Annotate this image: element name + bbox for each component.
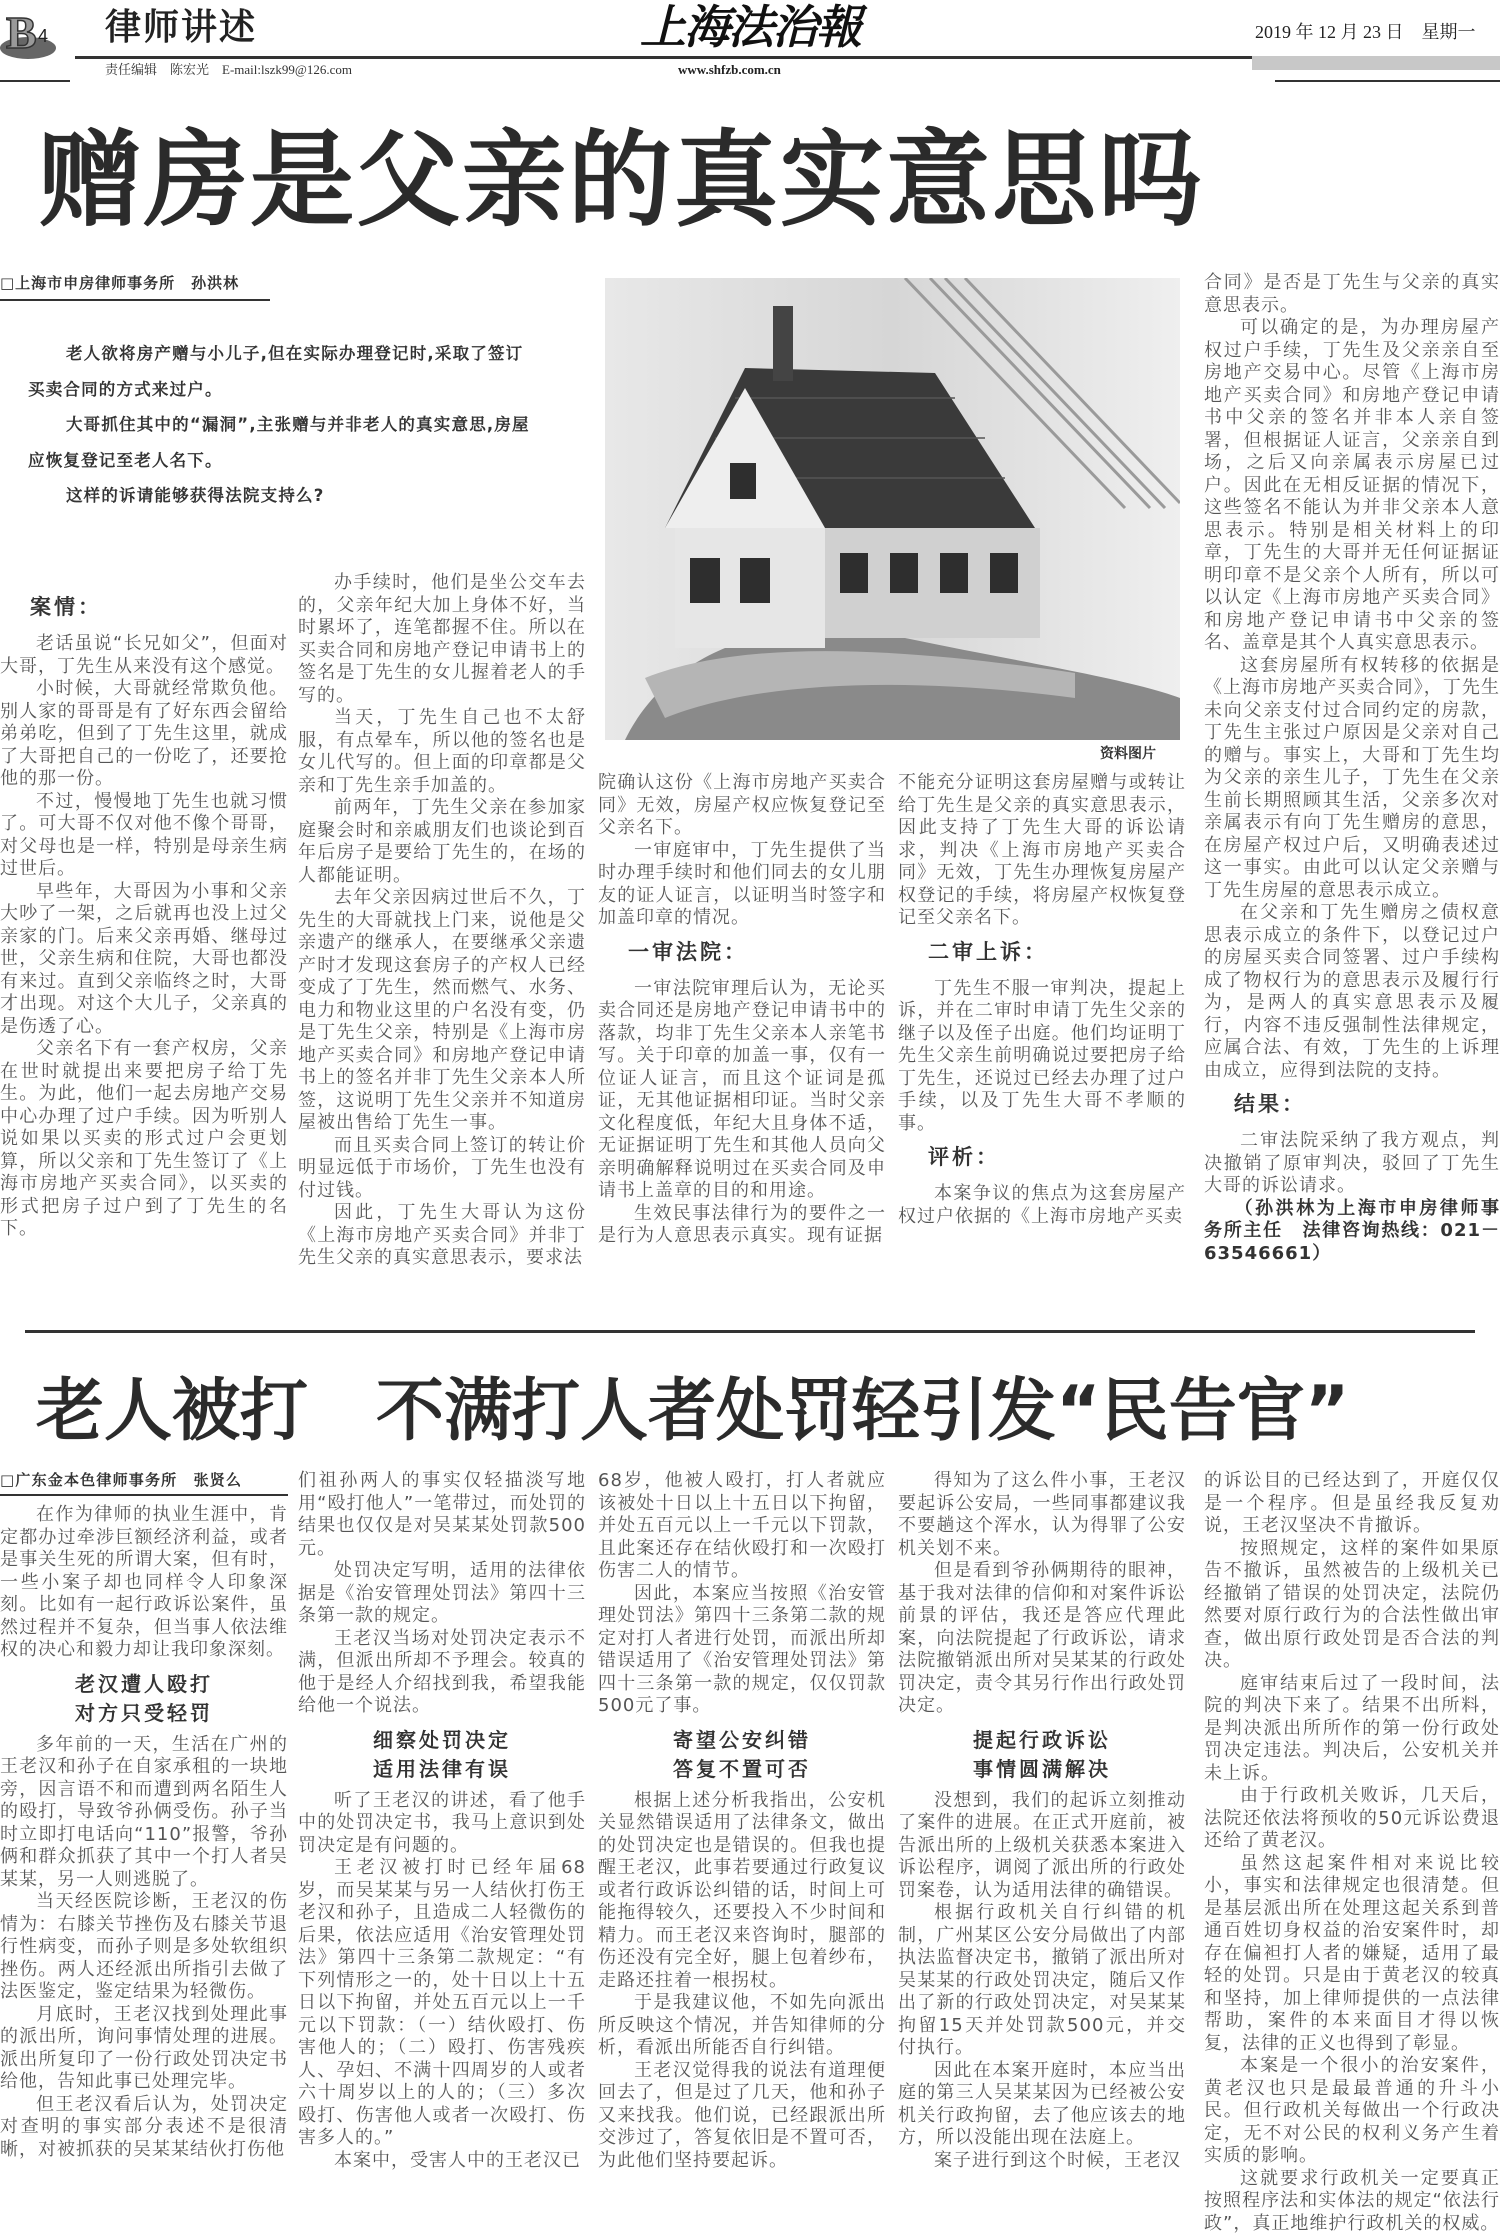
article2-byline: □广东金本色律师事务所 张贤么 [0, 1470, 288, 1496]
issue-date: 2019 年 12 月 23 日 星期一 [1255, 20, 1476, 44]
page-badge [0, 6, 62, 58]
editor-credit: 责任编辑 陈宏光 E-mail:lszk99@126.com [105, 62, 352, 78]
paragraph: 庭审结束后过了一段时间，法院的判决下来了。结果不出所料，是判决派出所所作的第一份行政处罚决定违法。判决后，公安机关并未上诉。 [1204, 1673, 1500, 1786]
article-divider [25, 1330, 1475, 1333]
paragraph: 王老汉被打时已经年届68岁，而吴某某与另一人结伙打伤王老汉和孙子，且造成二人轻微伤的后果，依法应适用《治安管理处罚法》第四十三条第二款规定：“有下列情形之一的，处十日以上十五日以下拘留，并处五百元以上一千元以下罚款：（一）结伙殴打、伤害他人的；（二）殴打、伤害残疾人、孕妇、不满十四周岁的人或者六十周岁以上的人的；（三）多次殴打、伤害他人或者一次殴打、伤害多人的。” [298, 1857, 586, 2150]
paragraph: 一审庭审中，丁先生提供了当时办理手续时和他们同去的女儿朋友的证人证言，以证明当时签字和加盖印章的情况。 [598, 840, 886, 930]
paragraph: 因此在本案开庭时，本应当出庭的第三人吴某某因为已经被公安机关行政拘留，去了他应该去的地方，所以没能出现在法庭上。 [898, 2060, 1186, 2150]
article2-column-5 [1204, 1470, 1500, 2235]
article1-byline: □上海市申房律师事务所 孙洪林 [0, 273, 270, 301]
paragraph: 本案是一个很小的治安案件，黄老汉也只是最最普通的升斗小民。但行政机关每做出一个行政决定，无不对公民的权利义务产生着实质的影响。 [1204, 2055, 1500, 2168]
paragraph: 去年父亲因病过世后不久，丁先生的大哥就找上门来，说他是父亲遗产的继承人，在要继承父亲遗产时才发现这套房子的产权人已经变成了丁先生，然而燃气、水务、电力和物业这里的户名没有变，仍是丁先生父亲，特别是《上海市房地产买卖合同》和房地产登记申请书上的签名并非丁先生父亲本人所签，这说明丁先生父亲并不知道房屋被出售给丁先生一事。 [298, 887, 586, 1135]
section-heading: 结果： [1234, 1090, 1500, 1118]
website-url[interactable]: www.shfzb.com.cn [678, 62, 781, 78]
section-title: 律师讲述 [105, 6, 257, 50]
page-badge-number: 4 [38, 26, 48, 46]
paragraph: 由于行政机关败诉，几天后，法院还依法将预收的50元诉讼费退还给了黄老汉。 [1204, 1785, 1500, 1853]
paragraph: 可以确定的是，为办理房屋产权过户手续，丁先生及父亲亲自至房地产交易中心。尽管《上海市房地产买卖合同》和房地产登记申请书中父亲的签名并非本人亲自签署，但根据证人证言，父亲亲自到场，之后又向亲属表示房屋已过户。因此在无相反证据的情况下，这些签名不能认为并非父亲本人意思表示。特别是相关材料上的印章，丁先生的大哥并无任何证据证明印章不是父亲个人所有，所以可以认定《上海市房地产买卖合同》和房地产登记申请书中父亲的签名、盖章是其个人真实意思表示。 [1204, 317, 1500, 655]
paragraph: 于是我建议他，不如先向派出所反映这个情况，并告知律师的分析，看派出所能否自行纠错。 [598, 1992, 886, 2060]
lede-line: 买卖合同的方式来过户。 [28, 372, 568, 408]
paragraph: 但是看到爷孙俩期待的眼神，基于我对法律的信仰和对案件诉讼前景的评估，我还是答应代理此案，向法院提起了行政诉讼，请求法院撤销派出所对吴某某的行政处罚决定，责令其另行作出行政处罚决定。 [898, 1560, 1186, 1718]
header-rule-left [0, 80, 70, 82]
paragraph: 按照规定，这样的案件如果原告不撤诉，虽然被告的上级机关已经撤销了错误的处罚决定，法院仍然要对原行政行为的合法性做出审查，做出原行政处罚是否合法的判决。 [1204, 1538, 1500, 1673]
lede-line: 老人欲将房产赠与小儿子,但在实际办理登记时,采取了签订 [28, 336, 568, 372]
lede-line: 应恢复登记至老人名下。 [28, 443, 568, 479]
section-heading: 案情： [30, 593, 288, 621]
house-illustration-icon [605, 278, 1180, 740]
article2-column-3 [598, 1470, 886, 2172]
paragraph: 丁先生不服一审判决，提起上诉，并在二审时申请丁先生父亲的继子以及侄子出庭。他们均证明丁先生父亲生前明确说过要把房子给丁先生，还说过已经去办理了过户手续，以及丁先生大哥不孝顺的事。 [898, 978, 1186, 1136]
article1-column-5 [1204, 272, 1500, 1265]
page-badge-letter: B [6, 7, 37, 58]
paragraph: 听了王老汉的讲述，看了他手中的处罚决定书，我马上意识到处罚决定是有问题的。 [298, 1790, 586, 1858]
paragraph: 因此，本案应当按照《治安管理处罚法》第四十三条第二款的规定对打人者进行处罚，而派出所却错误适用了《治安管理处罚法》第四十三条第一款的规定，仅仅罚款500元了事。 [598, 1583, 886, 1718]
paragraph: 本案争议的焦点为这套房屋产权过户依据的《上海市房地产买卖 [898, 1183, 1186, 1228]
paragraph: 合同》是否是丁先生与父亲的真实意思表示。 [1204, 272, 1500, 317]
paragraph: 没想到，我们的起诉立刻推动了案件的进展。在正式开庭前，被告派出所的上级机关获悉本案进入诉讼程序，调阅了派出所的行政处罚案卷，认为适用法律的确错误。 [898, 1790, 1186, 1903]
article1-column-4 [898, 772, 1186, 1228]
paragraph: 办手续时，他们是坐公交车去的，父亲年纪大加上身体不好，当时累坏了，连笔都握不住。所以在买卖合同和房地产登记申请书上的签名是丁先生的女儿握着老人的手写的。 [298, 572, 586, 707]
author-bio: （孙洪林为上海市申房律师事务所主任 法律咨询热线：021－63546661） [1204, 1198, 1500, 1266]
photo-caption: 资料图片 [1100, 745, 1156, 763]
paragraph: 68岁，他被人殴打，打人者就应该被处十日以上十五日以下拘留，并处五百元以上一千元以下罚款，且此案还存在结伙殴打和一次殴打伤害二人的情节。 [598, 1470, 886, 1583]
article1-column-2 [298, 572, 586, 1270]
subheading-line: 细察处罚决定 [298, 1726, 586, 1755]
paragraph: 得知为了这么件小事，王老汉要起诉公安局，一些同事都建议我不要趟这个浑水，认为得罪了公安机关划不来。 [898, 1470, 1186, 1560]
article2-column-4 [898, 1470, 1186, 2172]
paragraph: 一审法院审理后认为，无论买卖合同还是房地产登记申请书中的落款，均非丁先生父亲本人亲笔书写。关于印章的加盖一事，仅有一位证人证言，而且这个证词是孤证，无其他证据相印证。当时父亲文化程度低，年纪大且身体不适，无证据证明丁先生和其他人员向父亲明确解释说明过在买卖合同及申请书上盖章的目的和用途。 [598, 978, 886, 1203]
paragraph: 在作为律师的执业生涯中，肯定都办过牵涉巨额经济利益，或者是事关生死的所谓大案，但有时，一些小案子却也同样令人印象深刻。比如有一起行政诉讼案件，虽然过程并不复杂，但当事人依法维权的决心和毅力却让我印象深刻。 [0, 1504, 288, 1662]
paragraph: 早些年，大哥因为小事和父亲大吵了一架，之后就再也没上过父亲家的门。后来父亲再婚、继母过世，父亲生病和住院，大哥也都没有来过。直到父亲临终之时，大哥才出现。对这个大儿子，父亲真的是伤透了心。 [0, 881, 288, 1039]
subheading [298, 1726, 586, 1784]
article2-headline: 老人被打 不满打人者处罚轻引发“民告官” [36, 1372, 1349, 1452]
paragraph: 不能充分证明这套房屋赠与或转让给丁先生是父亲的真实意思表示，因此支持了丁先生大哥的诉讼请求，判决《上海市房地产买卖合同》无效，丁先生办理恢复房屋产权登记的手续，将房屋产权恢复登记至父亲名下。 [898, 772, 1186, 930]
subheading-line: 老汉遭人殴打 [0, 1670, 288, 1699]
paragraph: 当天经医院诊断，王老汉的伤情为：右膝关节挫伤及右膝关节退行性病变，而孙子则是多处软组织挫伤。两人还经派出所指引去做了法医鉴定，鉴定结果为轻微伤。 [0, 1891, 288, 2004]
page-badge-icon [0, 6, 62, 60]
article1-headline: 赠房是父亲的真实意思吗 [38, 118, 1204, 242]
article1-lede [28, 336, 568, 514]
header-rule [75, 56, 1255, 59]
paragraph: 生效民事法律行为的要件之一是行为人意思表示真实。现有证据 [598, 1203, 886, 1248]
paragraph: 前两年，丁先生父亲在参加家庭聚会时和亲戚朋友们也谈论到百年后房子是要给丁先生的，在场的人都能证明。 [298, 797, 586, 887]
paragraph: 这就要求行政机关一定要真正按照程序法和实体法的规定“依法行政”，真正地维护行政机关的权威。 [1204, 2168, 1500, 2235]
house-in-hand-photo [605, 278, 1180, 740]
subheading-line: 答复不置可否 [598, 1755, 886, 1784]
paragraph: 的诉讼目的已经达到了，开庭仅仅是一个程序。但是虽经我反复劝说，王老汉坚决不肯撤诉。 [1204, 1470, 1500, 1538]
subheading [0, 1670, 288, 1728]
lede-line: 这样的诉请能够获得法院支持么? [28, 478, 568, 514]
paragraph: 多年前的一天，生活在广州的王老汉和孙子在自家承租的一块地旁，因言语不和而遭到两名陌生人的殴打，导致爷孙俩受伤。孙子当时立即打电话向“110”报警，爷孙俩和群众抓获了其中一个打人者吴某某，另一人则逃脱了。 [0, 1734, 288, 1892]
paragraph: 这套房屋所有权转移的依据是《上海市房地产买卖合同》，丁先生未向父亲支付过合同约定的房款，丁先生主张过户原因是父亲对自己的赠与。事实上，大哥和丁先生均为父亲的亲生儿子，丁先生在父亲生前长期照顾其生活，父亲多次对亲属表示有向丁先生赠房的意思，在房屋产权过户后，又明确表述过这一事实。由此可以认定父亲赠与丁先生房屋的意思表示成立。 [1204, 655, 1500, 903]
subheading-line: 提起行政诉讼 [898, 1726, 1186, 1755]
paragraph: 但王老汉看后认为，处罚决定对查明的事实部分表述不是很清晰，对被抓获的吴某某结伙打伤他 [0, 2094, 288, 2162]
article1-column-3 [598, 772, 886, 1248]
article2-column-1 [0, 1470, 288, 2161]
paragraph: 王老汉觉得我的说法有道理便回去了，但是过了几天，他和孙子又来找我。他们说，已经跟派出所交涉过了，答复依旧是不置可否，为此他们坚持要起诉。 [598, 2060, 886, 2173]
paragraph: 二审法院采纳了我方观点，判决撤销了原审判决，驳回了丁先生大哥的诉讼请求。 [1204, 1130, 1500, 1198]
paragraph: 王老汉当场对处罚决定表示不满，但派出所却不予理会。较真的他于是经人介绍找到我，希望我能给他一个说法。 [298, 1628, 586, 1718]
paragraph: 老话虽说“长兄如父”，但面对大哥，丁先生从来没有这个感觉。 [0, 633, 288, 678]
subheading [598, 1726, 886, 1784]
paragraph: 院确认这份《上海市房地产买卖合同》无效，房屋产权应恢复登记至父亲名下。 [598, 772, 886, 840]
paragraph: 们祖孙两人的事实仅轻描淡写地用“殴打他人”一笔带过，而处罚的结果也仅仅是对吴某某处罚款500元。 [298, 1470, 586, 1560]
lede-line: 大哥抓住其中的“漏洞”,主张赠与并非老人的真实意思,房屋 [28, 407, 568, 443]
article1-column-1 [0, 585, 288, 1241]
paragraph: 根据行政机关自行纠错的机制，广州某区公安分局做出了内部执法监督决定书，撤销了派出所对吴某某的行政处罚决定，随后又作出了新的行政处罚决定，对吴某某拘留15天并处罚款500元，并交付执行。 [898, 1902, 1186, 2060]
paragraph: 小时候，大哥就经常欺负他。别人家的哥哥是有了好东西会留给弟弟吃，但到了丁先生这里，就成了大哥把自己的一份吃了，还要抢他的那一份。 [0, 678, 288, 791]
section-heading: 一审法院： [628, 938, 886, 966]
subheading-line: 对方只受轻罚 [0, 1699, 288, 1728]
paragraph: 本案中，受害人中的王老汉已 [298, 2150, 586, 2173]
paragraph: 虽然这起案件相对来说比较小，事实和法律规定也很清楚。但是基层派出所在处理这起关系到普通百姓切身权益的治安案件时，却存在偏袒打人者的嫌疑，适用了最轻的处罚。只是由于黄老汉的较真和坚持，加上律师提供的一点法律帮助，案件的本来面目才得以恢复，法律的正义也得到了彰显。 [1204, 1853, 1500, 2056]
paragraph: 父亲名下有一套产权房，父亲在世时就提出来要把房子给丁先生。为此，他们一起去房地产交易中心办理了过户手续。因为听别人说如果以买卖的形式过户会更划算，所以父亲和丁先生签订了《上海市房地产买卖合同》，以买卖的形式把房子过户到了丁先生的名下。 [0, 1038, 288, 1241]
paragraph: 案子进行到这个时候，王老汉 [898, 2150, 1186, 2173]
header-rule-right [1275, 80, 1500, 82]
subheading-line: 适用法律有误 [298, 1755, 586, 1784]
subheading-line: 事情圆满解决 [898, 1755, 1186, 1784]
paragraph: 月底时，王老汉找到处理此事的派出所，询问事情处理的进展。派出所复印了一份行政处罚决定书给他，告知此事已处理完毕。 [0, 2004, 288, 2094]
article2-column-2 [298, 1470, 586, 2172]
newspaper-masthead: 上海法治報 [640, 0, 860, 54]
subheading [898, 1726, 1186, 1784]
paragraph: 处罚决定写明，适用的法律依据是《治安管理处罚法》第四十三条第一款的规定。 [298, 1560, 586, 1628]
header-gray-bar [1252, 56, 1500, 70]
paragraph: 不过，慢慢地丁先生也就习惯了。可大哥不仅对他不像个哥哥，对父母也是一样，特别是母亲生病过世后。 [0, 791, 288, 881]
paragraph: 而且买卖合同上签订的转让价明显远低于市场价，丁先生也没有付过钱。 [298, 1135, 586, 1203]
subheading-line: 寄望公安纠错 [598, 1726, 886, 1755]
paragraph: 在父亲和丁先生赠房之债权意思表示成立的条件下，以登记过户的房屋买卖合同签署、过户手续构成了物权行为的意思表示及履行行为，是两人的真实意思表示及履行，内容不违反强制性法律规定，应属合法、有效，丁先生的上诉理由成立，应得到法院的支持。 [1204, 902, 1500, 1082]
paragraph: 因此，丁先生大哥认为这份《上海市房地产买卖合同》并非丁先生父亲的真实意思表示，要求法 [298, 1202, 586, 1270]
paragraph: 根据上述分析我指出，公安机关显然错误适用了法律条文，做出的处罚决定也是错误的。但我也提醒王老汉，此事若要通过行政复议或者行政诉讼纠错的话，时间上可能拖得较久，还要投入不少时间和精力。而王老汉来咨询时，腿部的伤还没有完全好，腿上包着纱布，走路还拄着一根拐杖。 [598, 1790, 886, 1993]
paragraph: 当天，丁先生自己也不太舒服，有点晕车，所以他的签名也是女儿代写的。但上面的印章都是父亲和丁先生亲手加盖的。 [298, 707, 586, 797]
section-heading: 二审上诉： [928, 938, 1186, 966]
section-heading: 评析： [928, 1143, 1186, 1171]
